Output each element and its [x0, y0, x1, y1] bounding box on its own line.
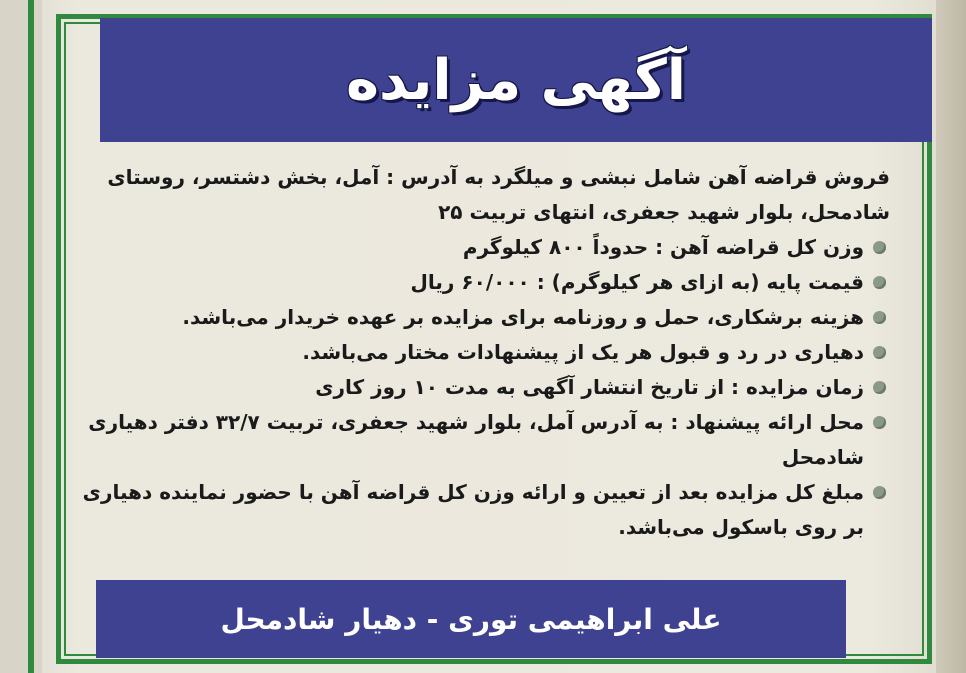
signature-text: علی ابراهیمی توری - دهیار شادمحل [220, 602, 722, 636]
bullet-icon [873, 276, 886, 289]
ad-item-text: قیمت پایه (به ازای هر کیلوگرم) : ۶۰/۰۰۰ ریال [410, 270, 864, 294]
ad-item-time [80, 370, 890, 405]
ad-item-total-amount [80, 475, 890, 545]
ad-intro: فروش قراضه آهن شامل نبشی و میلگرد به آدرس : آمل، بخش دشتسر، روستای شادمحل، بلوار شهید جعفری، انتهای تربیت ۲۵ [107, 165, 890, 224]
ad-items [80, 230, 890, 545]
bullet-icon [873, 381, 886, 394]
ad-item-costs [80, 300, 890, 335]
bullet-icon [873, 416, 886, 429]
ad-item-base-price [80, 265, 890, 300]
adjacent-column-strip [0, 0, 42, 673]
ad-item-text: زمان مزایده : از تاریخ انتشار آگهی به مدت ۱۰ روز کاری [315, 375, 864, 399]
bullet-icon [873, 346, 886, 359]
ad-item-text: هزینه برشکاری، حمل و روزنامه برای مزایده بر عهده خریدار می‌باشد. [182, 305, 864, 329]
ad-item-location [80, 405, 890, 475]
bullet-icon [873, 311, 886, 324]
ad-item-text: مبلغ کل مزایده بعد از تعیین و ارائه وزن کل قراضه آهن با حضور نماینده دهیاری بر روی باسکول می‌باشد. [82, 480, 864, 539]
signature-banner [96, 580, 846, 658]
page-edge [936, 0, 966, 673]
ad-item-text: وزن کل قراضه آهن : حدوداً ۸۰۰ کیلوگرم [462, 235, 864, 259]
ad-title: آگهی مزایده [345, 47, 687, 113]
bullet-icon [873, 241, 886, 254]
ad-item-rights [80, 335, 890, 370]
title-banner [100, 18, 932, 142]
ad-item-text: دهیاری در رد و قبول هر یک از پیشنهادات مختار می‌باشد. [302, 340, 864, 364]
ad-body [80, 160, 890, 545]
column-rule [28, 0, 34, 673]
ad-item-text: محل ارائه پیشنهاد : به آدرس آمل، بلوار شهید جعفری، تربیت ۳۲/۷ دفتر دهیاری شادمحل [88, 410, 864, 469]
ad-item-weight [80, 230, 890, 265]
bullet-icon [873, 486, 886, 499]
